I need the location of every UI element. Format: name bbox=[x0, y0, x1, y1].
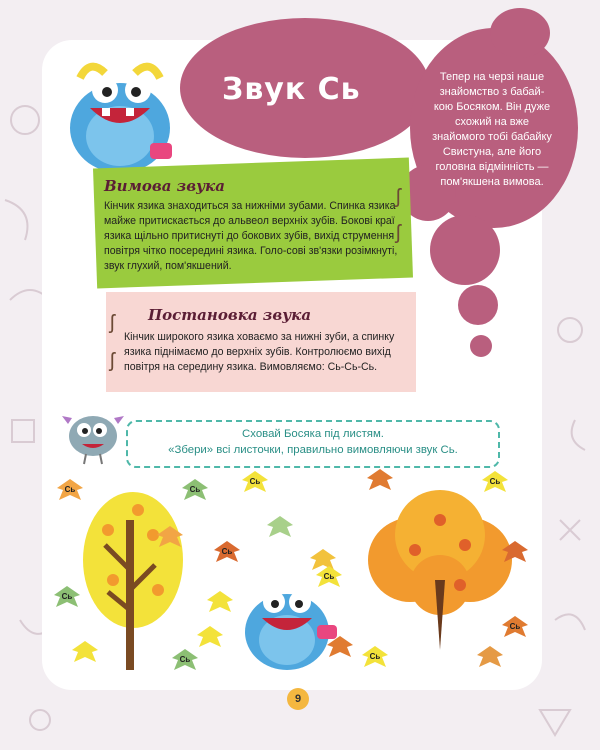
bubble-small bbox=[458, 285, 498, 325]
pronunciation-title: Вимова звука bbox=[104, 177, 225, 195]
bubble-small bbox=[490, 8, 550, 58]
orange-tree bbox=[365, 490, 515, 650]
leaf-card[interactable] bbox=[212, 540, 242, 564]
leaf-card[interactable] bbox=[360, 645, 390, 669]
leaf-card[interactable] bbox=[55, 478, 85, 502]
leaf-card[interactable] bbox=[475, 645, 505, 669]
page-number: 9 bbox=[287, 688, 309, 710]
leaf-label: Сь bbox=[189, 485, 201, 494]
task-line-1: Сховай Босяка під листям. bbox=[242, 428, 384, 440]
setting-title: Постановка звука bbox=[148, 306, 312, 324]
leaf-card[interactable] bbox=[195, 625, 225, 649]
pronunciation-text: Кінчик язика знаходиться за нижніми зубами. Спинка язика майже притискається до альвеол верхніх зубів. Бокові краї язика щільно притиснуті до бокових зубів, вихід струмення повітря чітко посередині язика. Голо-сові зв'язки розімкнуті, звук глухий, пом'якшений. bbox=[104, 200, 398, 272]
monster-character bbox=[60, 48, 185, 178]
leaf-label: Сь bbox=[179, 655, 191, 664]
leaf-card[interactable] bbox=[52, 585, 82, 609]
leaf-card[interactable] bbox=[240, 470, 270, 494]
leaf-label: Сь bbox=[369, 652, 381, 661]
bubble-small bbox=[430, 215, 500, 285]
leaf-card[interactable] bbox=[314, 565, 344, 589]
leaf-card[interactable] bbox=[500, 540, 530, 564]
leaf-card[interactable] bbox=[365, 468, 395, 492]
leaf-card[interactable] bbox=[155, 525, 185, 549]
hook-icon: ʃ bbox=[396, 186, 401, 208]
leaf-card[interactable] bbox=[265, 515, 295, 539]
leaf-card[interactable] bbox=[180, 478, 210, 502]
hook-icon: ʃ bbox=[110, 350, 115, 372]
leaf-label: Сь bbox=[509, 622, 521, 631]
leaf-card[interactable] bbox=[325, 635, 355, 659]
small-monster-character bbox=[60, 402, 126, 468]
intro-text: Тепер на черзі наше знайомство з бабай-кою Босяком. Він дуже схожий на вже знайомого тобі бабайку Свистуна, але його головна відмінність — пом'якшена вимова. bbox=[432, 71, 552, 188]
bubble-small bbox=[470, 335, 492, 357]
leaf-label: Сь bbox=[323, 572, 335, 581]
leaf-label: Сь bbox=[489, 477, 501, 486]
leaf-label: Сь bbox=[64, 485, 76, 494]
leaf-card[interactable] bbox=[205, 590, 235, 614]
task-box bbox=[126, 420, 500, 468]
hook-icon: ʃ bbox=[110, 312, 115, 334]
leaf-card[interactable] bbox=[500, 615, 530, 639]
task-line-2: «Збери» всі листочки, правильно вимовляючи звук Сь. bbox=[168, 444, 458, 456]
leaf-label: Сь bbox=[61, 592, 73, 601]
hook-icon: ʃ bbox=[396, 222, 401, 244]
leaf-card[interactable] bbox=[480, 470, 510, 494]
setting-text: Кінчик широкого язика ховаємо за нижні зуби, а спинку язика піднімаємо до верхніх зубів. Контролюємо вихід повітря на середину язика. Вимовляємо: Сь-Сь-Сь. bbox=[124, 331, 395, 373]
leaf-card[interactable] bbox=[170, 648, 200, 672]
page-title: Звук Сь bbox=[222, 72, 361, 107]
leaf-label: Сь bbox=[249, 477, 261, 486]
leaf-label: Сь bbox=[221, 547, 233, 556]
leaf-card[interactable] bbox=[70, 640, 100, 664]
